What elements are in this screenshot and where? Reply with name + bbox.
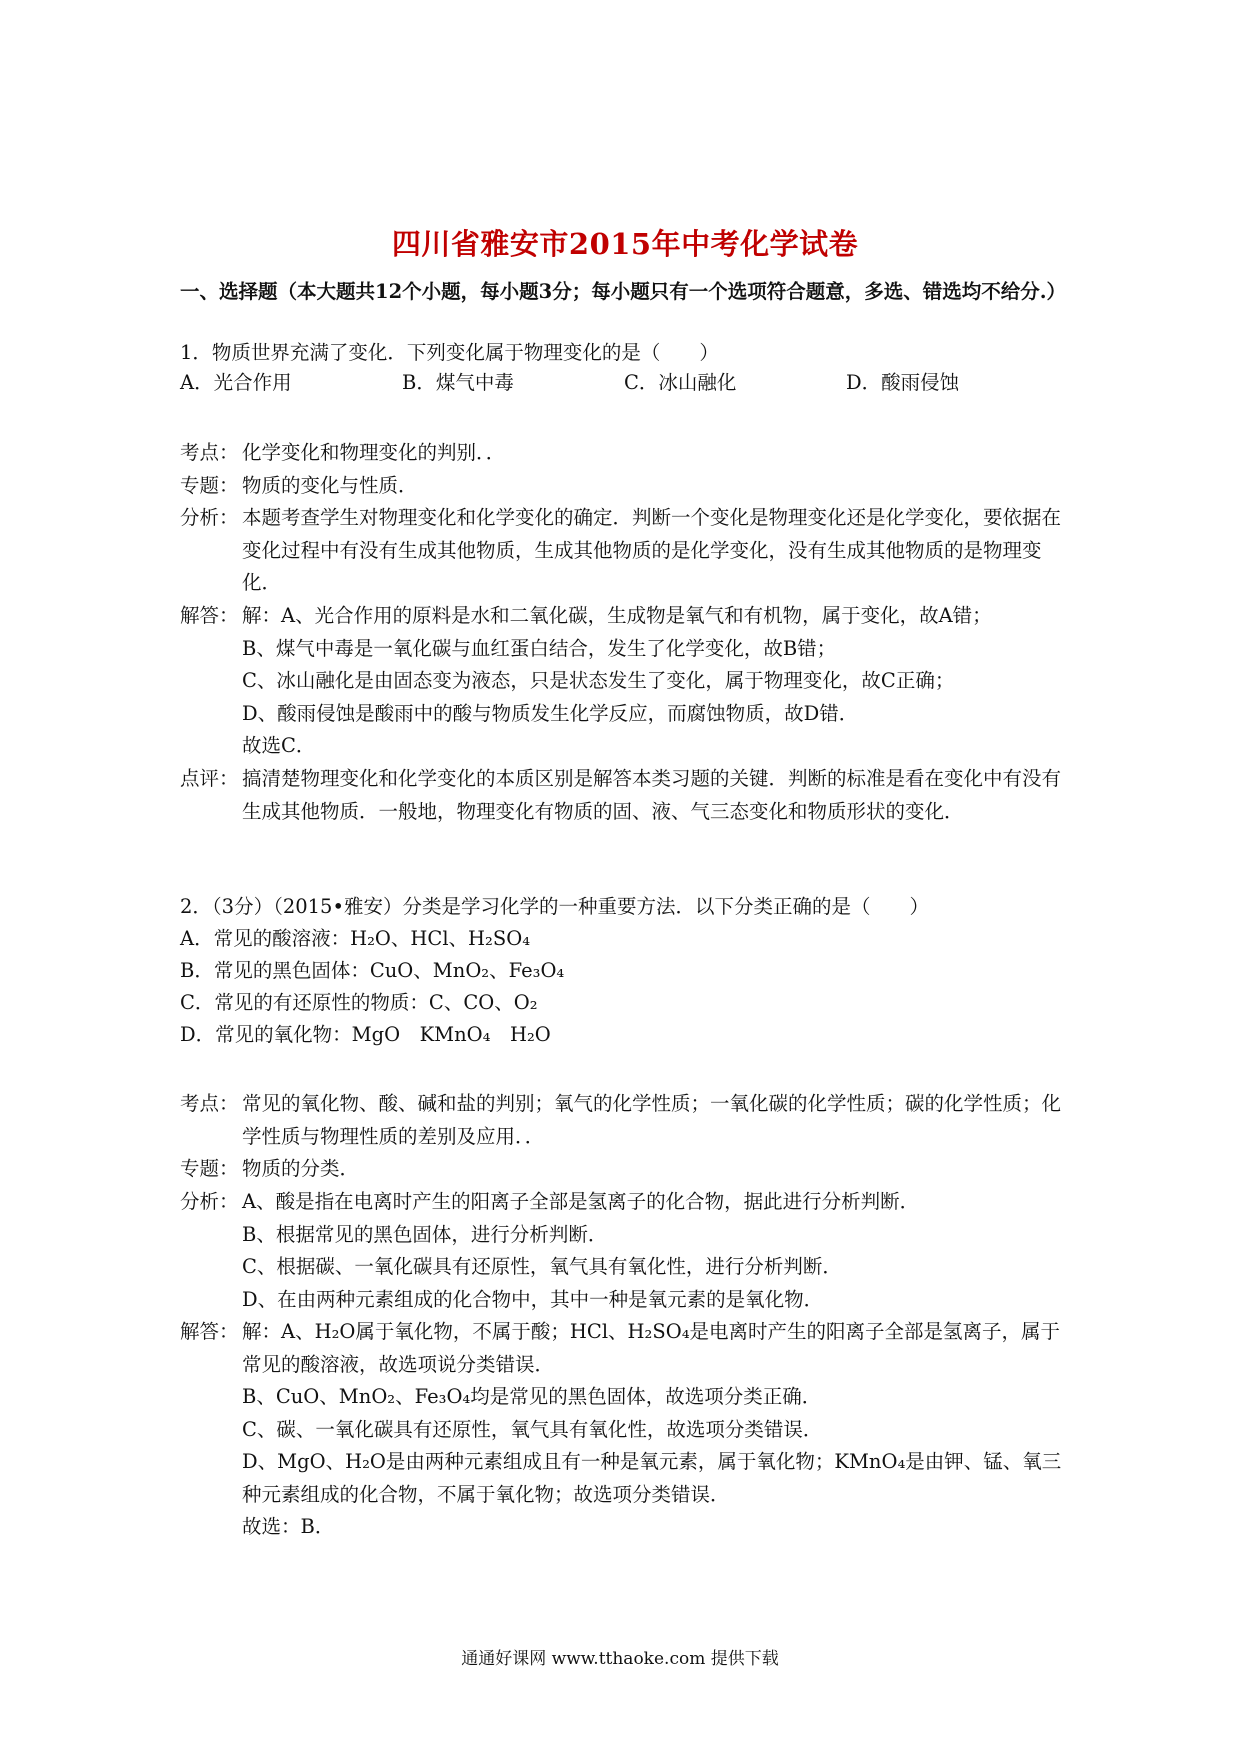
q2-option-b: B．常见的黑色固体：CuO、MnO₂、Fe₃O₄ (180, 959, 565, 982)
kaodian-text: 常见的氧化物、酸、碱和盐的判别；氧气的化学性质；一氧化碳的化学性质；碳的化学性质；化学性质与物理性质的差别及应用．． (242, 1092, 1062, 1148)
q1-fenxi (180, 502, 1070, 600)
jieda-line: 故选C． (242, 734, 316, 757)
section-heading: 一、选择题（本大题共12个小题，每小题3分；每小题只有一个选项符合题意，多选、错选均不给分.） (180, 280, 1066, 303)
q2-fenxi (180, 1186, 1070, 1316)
jieda-line: D、酸雨侵蚀是酸雨中的酸与物质发生化学反应，而腐蚀物质，故D错． (242, 701, 859, 725)
fenxi-line: D、在由两种元素组成的化合物中，其中一种是氧元素的是氧化物． (242, 1287, 824, 1311)
q1-kaodian (180, 437, 1070, 470)
zhuanti-label: 专题： (180, 474, 239, 497)
q1-option-b: B．煤气中毒 (402, 371, 514, 394)
fenxi-label: 分析： (180, 506, 239, 529)
q1-options (180, 368, 1068, 398)
q2-option-a: A．常见的酸溶液：H₂O、HCl、H₂SO₄ (180, 927, 531, 950)
q2-stem: 2．（3分）（2015•雅安）分类是学习化学的一种重要方法．以下分类正确的是（ ） (180, 895, 929, 918)
dianping-label: 点评： (180, 767, 239, 790)
page-title: 四川省雅安市2015年中考化学试卷 (391, 227, 859, 261)
q2-option-d: D．常见的氧化物：MgO KMnO₄ H₂O (180, 1023, 551, 1046)
q1-option-d: D．酸雨侵蚀 (846, 371, 960, 394)
zhuanti-label: 专题： (180, 1157, 239, 1180)
fenxi-text: 本题考查学生对物理变化和化学变化的确定．判断一个变化是物理变化还是化学变化，要依据在变化过程中有没有生成其他物质，生成其他物质的是化学变化，没有生成其他物质的是物理变化． (242, 506, 1062, 594)
q1-jieda (180, 600, 1070, 763)
jieda-line: B、CuO、MnO₂、Fe₃O₄均是常见的黑色固体，故选项分类正确． (242, 1385, 822, 1408)
kaodian-label: 考点： (180, 1092, 239, 1115)
q2-zhuanti (180, 1153, 1070, 1186)
jieda-line: 解：A、H₂O属于氧化物，不属于酸；HCl、H₂SO₄是电离时产生的阳离子全部是氢离子，属于常见的酸溶液，故选项说分类错误． (242, 1320, 1061, 1376)
footer-credit: 通通好课网 www.tthaoke.com 提供下载 (461, 1649, 779, 1669)
zhuanti-text: 物质的分类． (242, 1157, 360, 1180)
q2-jieda (180, 1316, 1070, 1544)
q1-zhuanti (180, 470, 1070, 503)
q1-stem: 1．物质世界充满了变化．下列变化属于物理变化的是（ ） (180, 341, 719, 364)
q2-kaodian (180, 1088, 1070, 1153)
q1-option-a: A．光合作用 (180, 371, 292, 394)
kaodian-text: 化学变化和物理变化的判别．． (242, 441, 506, 464)
jieda-label: 解答： (180, 604, 239, 627)
q2-option-c: C．常见的有还原性的物质：C、CO、O₂ (180, 991, 538, 1014)
zhuanti-text: 物质的变化与性质． (242, 474, 418, 497)
jieda-line: D、MgO、H₂O是由两种元素组成且有一种是氧元素，属于氧化物；KMnO₄是由钾、锰、氧三种元素组成的化合物，不属于氧化物；故选项分类错误． (242, 1450, 1062, 1506)
jieda-line: B、煤气中毒是一氧化碳与血红蛋白结合，发生了化学变化，故B错； (242, 636, 837, 660)
fenxi-line: A、酸是指在电离时产生的阳离子全部是氢离子的化合物，据此进行分析判断． (242, 1190, 920, 1213)
fenxi-line: C、根据碳、一氧化碳具有还原性，氧气具有氧化性，进行分析判断． (242, 1255, 842, 1278)
jieda-label: 解答： (180, 1320, 239, 1343)
jieda-line: 故选：B． (242, 1515, 335, 1538)
q1-dianping (180, 763, 1070, 828)
dianping-text: 搞清楚物理变化和化学变化的本质区别是解答本类习题的关键．判断的标准是看在变化中有没有生成其他物质．一般地，物理变化有物质的固、液、气三态变化和物质形状的变化． (242, 767, 1062, 823)
q1-option-c: C．冰山融化 (624, 371, 737, 394)
kaodian-label: 考点： (180, 441, 239, 464)
fenxi-line: B、根据常见的黑色固体，进行分析判断． (242, 1222, 608, 1246)
jieda-line: C、碳、一氧化碳具有还原性，氧气具有氧化性，故选项分类错误． (242, 1417, 823, 1441)
fenxi-label: 分析： (180, 1190, 239, 1213)
jieda-line: 解：A、光合作用的原料是水和二氧化碳，生成物是氧气和有机物，属于变化，故A错； (242, 604, 992, 627)
jieda-line: C、冰山融化是由固态变为液态，只是状态发生了变化，属于物理变化，故C正确； (242, 669, 955, 692)
